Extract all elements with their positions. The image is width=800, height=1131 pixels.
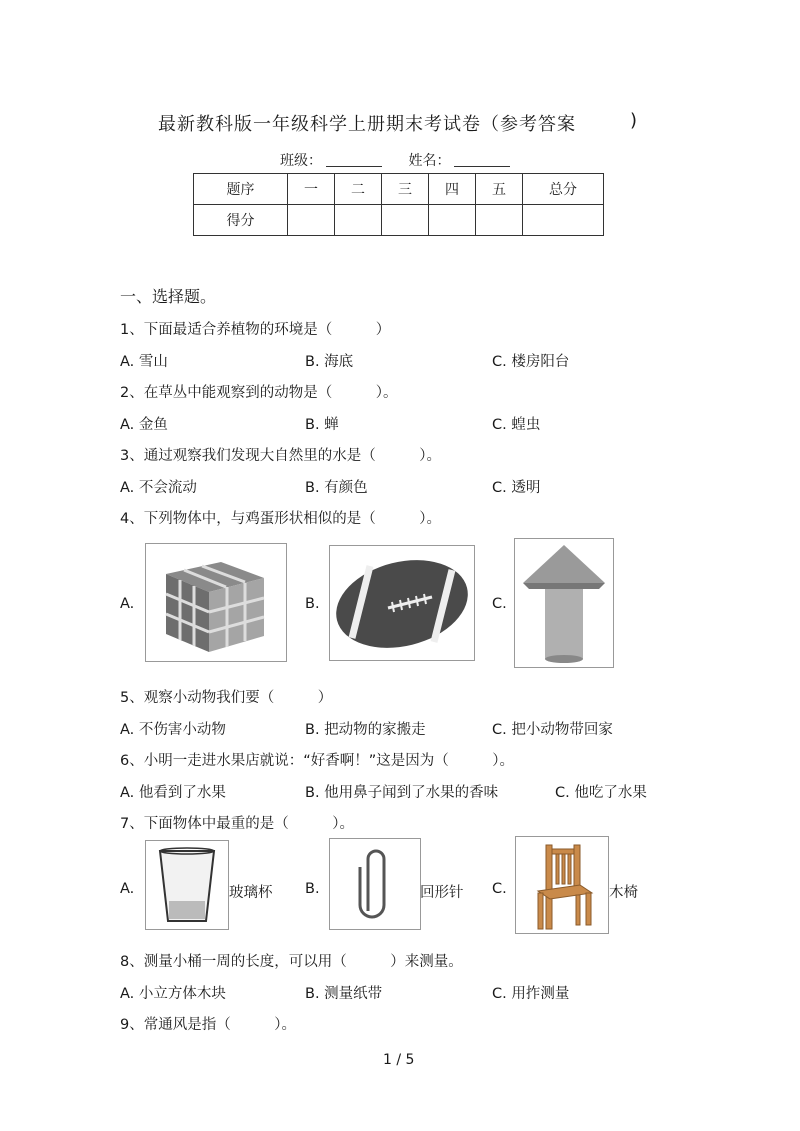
glass-icon xyxy=(146,841,228,929)
question-4: 4、下列物体中，与鸡蛋形状相似的是（ ）。 xyxy=(120,511,441,527)
option-b[interactable]: B. 海底 xyxy=(305,354,354,370)
class-field[interactable] xyxy=(326,152,382,167)
question-5: 5、观察小动物我们要（ ） xyxy=(120,690,333,706)
score-row-label: 得分 xyxy=(194,205,288,236)
option-b[interactable]: B. xyxy=(305,596,320,612)
option-c[interactable]: C. xyxy=(492,881,507,897)
question-1: 1、下面最适合养植物的环境是（ ） xyxy=(120,322,391,338)
page-number: 1 / 5 xyxy=(383,1052,415,1068)
student-info xyxy=(280,150,532,170)
score-cell[interactable] xyxy=(382,205,429,236)
title-text: 最新教科版一年级科学上册期末考试卷（参考答案 xyxy=(158,114,576,135)
football-icon xyxy=(330,546,474,660)
score-table xyxy=(193,173,604,236)
cube-icon xyxy=(146,544,286,661)
score-header-cell: 三 xyxy=(382,174,429,205)
option-a[interactable]: A. 金鱼 xyxy=(120,417,168,433)
option-a[interactable]: A. 不伤害小动物 xyxy=(120,722,226,738)
option-a[interactable]: A. 雪山 xyxy=(120,354,168,370)
glass-image[interactable] xyxy=(145,840,229,930)
score-header-cell: 五 xyxy=(476,174,523,205)
option-a[interactable]: A. xyxy=(120,881,135,897)
question-6: 6、小明一走进水果店就说：“好香啊！”这是因为（ ）。 xyxy=(120,753,514,769)
option-a[interactable]: A. 不会流动 xyxy=(120,480,197,496)
score-cell[interactable] xyxy=(288,205,335,236)
option-a[interactable]: A. 小立方体木块 xyxy=(120,986,226,1002)
question-7: 7、下面物体中最重的是（ ）。 xyxy=(120,816,354,832)
score-header-cell: 一 xyxy=(288,174,335,205)
name-field[interactable] xyxy=(454,152,510,167)
caption-paperclip: 回形针 xyxy=(420,885,464,901)
score-table-header-row xyxy=(194,174,604,205)
question-3: 3、通过观察我们发现大自然里的水是（ ）。 xyxy=(120,448,441,464)
option-c[interactable]: C. xyxy=(492,596,507,612)
question-9: 9、常通风是指（ ）。 xyxy=(120,1017,296,1033)
option-c[interactable]: C. 把小动物带回家 xyxy=(492,722,613,738)
option-a[interactable]: A. xyxy=(120,596,135,612)
paperclip-icon xyxy=(330,839,420,929)
option-b[interactable]: B. 测量纸带 xyxy=(305,986,383,1002)
section-title: 一、选择题。 xyxy=(120,287,217,306)
caption-chair: 木椅 xyxy=(609,885,638,901)
option-b[interactable]: B. xyxy=(305,881,320,897)
score-cell[interactable] xyxy=(476,205,523,236)
option-b[interactable]: B. 有颜色 xyxy=(305,480,368,496)
option-b[interactable]: B. 蝉 xyxy=(305,417,339,433)
arrow-icon xyxy=(515,539,613,667)
score-header-cell: 题序 xyxy=(194,174,288,205)
option-c[interactable]: C. 楼房阳台 xyxy=(492,354,570,370)
question-8: 8、测量小桶一周的长度，可以用（ ）来测量。 xyxy=(120,954,463,970)
score-cell[interactable] xyxy=(523,205,604,236)
option-b[interactable]: B. 把动物的家搬走 xyxy=(305,722,426,738)
paperclip-image[interactable] xyxy=(329,838,421,930)
option-c[interactable]: C. 蝗虫 xyxy=(492,417,541,433)
question-2: 2、在草丛中能观察到的动物是（ ）。 xyxy=(120,385,398,401)
chair-icon xyxy=(516,837,608,933)
caption-glass: 玻璃杯 xyxy=(229,885,273,901)
option-c[interactable]: C. 用拃测量 xyxy=(492,986,570,1002)
score-table-row xyxy=(194,205,604,236)
chair-image[interactable] xyxy=(515,836,609,934)
option-c[interactable]: C. 透明 xyxy=(492,480,541,496)
score-header-cell: 总分 xyxy=(523,174,604,205)
rubiks-cube-image[interactable] xyxy=(145,543,287,662)
page-title xyxy=(158,110,639,136)
name-label: 姓名： xyxy=(408,153,451,169)
score-header-cell: 二 xyxy=(335,174,382,205)
title-close: ) xyxy=(630,110,639,131)
score-cell[interactable] xyxy=(335,205,382,236)
option-b[interactable]: B. 他用鼻子闻到了水果的香味 xyxy=(305,785,499,801)
football-image[interactable] xyxy=(329,545,475,661)
class-label: 班级： xyxy=(280,153,322,169)
score-cell[interactable] xyxy=(429,205,476,236)
option-a[interactable]: A. 他看到了水果 xyxy=(120,785,226,801)
score-header-cell: 四 xyxy=(429,174,476,205)
arrow-block-image[interactable] xyxy=(514,538,614,668)
option-c[interactable]: C. 他吃了水果 xyxy=(555,785,647,801)
